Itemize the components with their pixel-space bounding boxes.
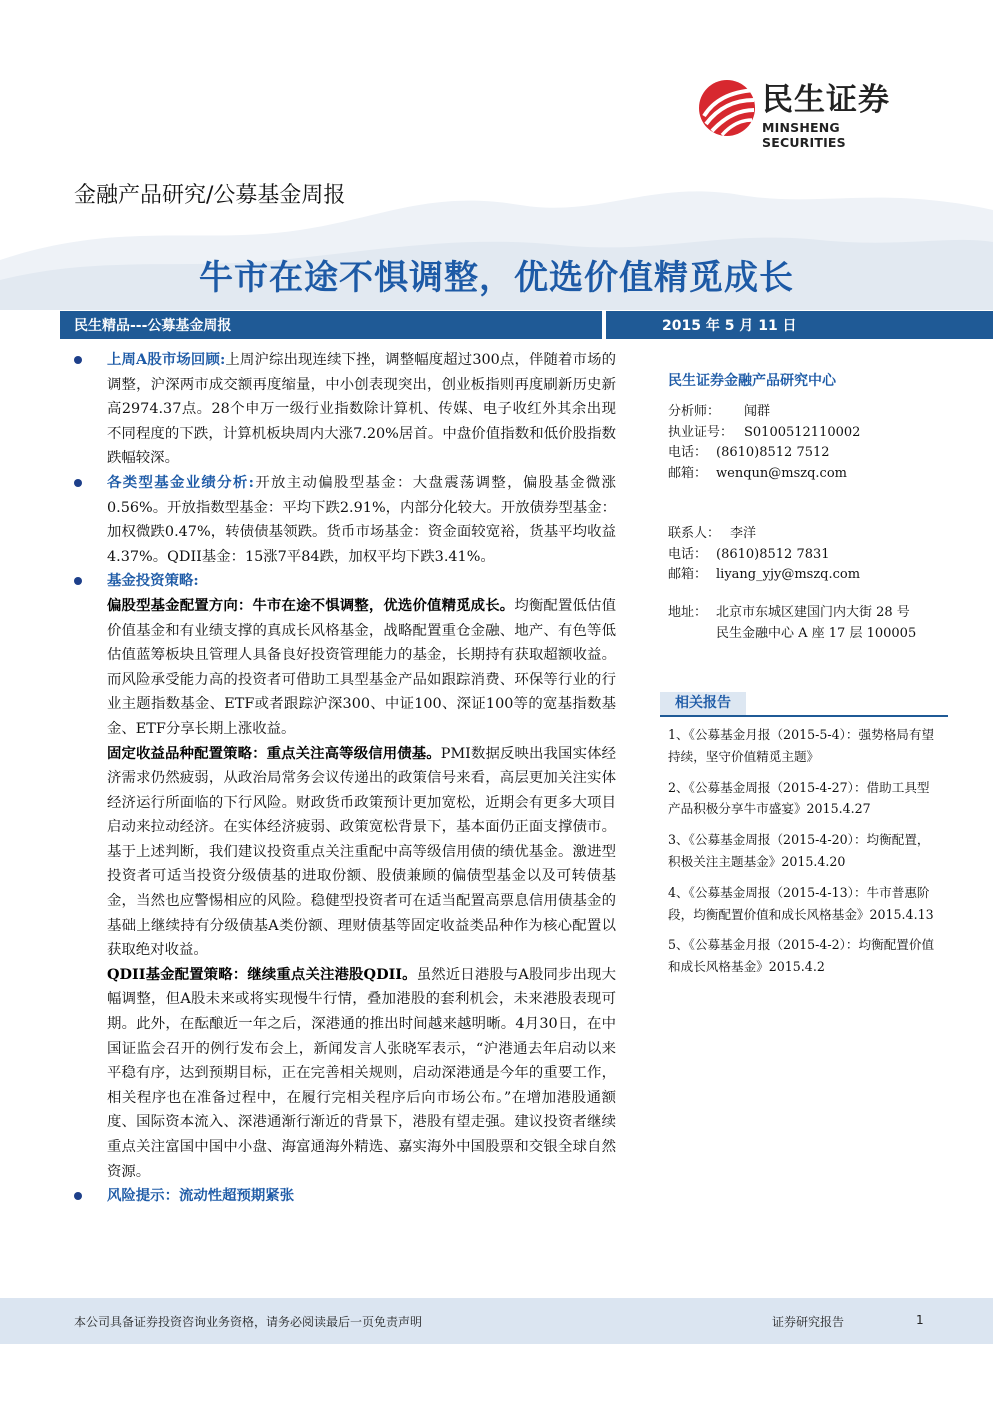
paragraph-lead: 偏股型基金配置方向：牛市在途不惧调整，优选价值精觅成长。 bbox=[107, 596, 515, 614]
related-reports-title: 相关报告 bbox=[660, 692, 746, 715]
section-label: 上周A股市场回顾: bbox=[107, 351, 226, 368]
field-label: 执业证号： bbox=[668, 424, 734, 440]
email-row bbox=[668, 464, 948, 485]
report-category: 金融产品研究/公募基金周报 bbox=[74, 183, 346, 208]
section-text: 开放主动偏股型基金：大盘震荡调整，偏股基金微涨0.56%。开放指数型基金：平均下跌2.91%，内部分化较大。开放债券型基金：加权微跌0.47%，转债债基领跌。货币市场基金：资金面较宽裕，货基平均收益4.37%。QDII基金：15涨7平84跌，加权平均下跌3.41%。 bbox=[107, 474, 616, 565]
analyst-phone: (8610)8512 7512 bbox=[716, 445, 830, 460]
disclaimer-note: 本公司具备证券投资咨询业务资格，请务必阅读最后一页免责声明 bbox=[74, 1315, 423, 1329]
section-label: 各类型基金业绩分析: bbox=[107, 473, 254, 491]
related-report-item[interactable]: 2、《公募基金周报（2015-4-27）：借助工具型产品积极分享牛市盛宴》2015.4.27 bbox=[668, 779, 930, 817]
section-text: 上周沪综出现连续下挫，调整幅度超过300点，伴随着市场的调整，沪深两市成交额再度缩量，中小创表现突出，创业板指则再度刷新历史新高2974.37点。28个申万一级行业指数除计算机、传媒、电子收红外其余出现不同程度的下跌，计算机板块周内大涨7.20%居首。中盘价值指数和低价股指数跌幅较深。 bbox=[107, 352, 616, 467]
minsheng-logo-icon bbox=[696, 78, 758, 138]
paragraph-text: 均衡配置低估值价值基金和有业绩支撑的真成长风格基金，战略配置重仓金融、地产、有色等低估值蓝筹板块且管理人具备良好投资管理能力的基金，长期持有获取超额收益。而风险承受能力高的投资者可借助工具型基金产品如跟踪消费、环保等行业的行业主题指数基金、ETF或者跟踪沪深300、中证100、深证100等的宽基指数基金、ETF分享长期上涨收益。 bbox=[107, 597, 616, 737]
market-review-section bbox=[74, 348, 616, 471]
paragraph-lead: QDII基金配置策略：继续重点关注港股QDII。 bbox=[107, 965, 417, 983]
series-name: 民生精品---公募基金周报 bbox=[74, 318, 232, 334]
contact-phone-row bbox=[668, 545, 948, 566]
page-number: 1 bbox=[916, 1313, 924, 1327]
report-date: 2015 年 5 月 11 日 bbox=[662, 318, 797, 334]
strategy-section bbox=[74, 569, 616, 594]
series-band bbox=[60, 311, 993, 339]
logo-name-cn: 民生证券 bbox=[762, 82, 890, 118]
field-label: 邮箱： bbox=[668, 465, 708, 481]
analyst-row bbox=[668, 402, 948, 423]
license-row bbox=[668, 423, 948, 444]
phone-row bbox=[668, 443, 948, 464]
paragraph-lead: 固定收益品种配置策略：重点关注高等级信用债基。 bbox=[107, 744, 441, 762]
paragraph-text: 虽然近日港股与A股同步出现大幅调整，但A股未来或将实现慢牛行情，叠加港股的套利机会，未来港股表现可期。此外，在酝酿近一年之后，深港通的推出时间越来越明晰。4月30日，在中国证监会召开的例行发布会上，新闻发言人张晓军表示，“沪港通去年启动以来平稳有序，达到预期目标，正在完善相关规则，启动深港通是今年的重要工作，相关程序也在准备过程中，在履行完相关程序后向市场公布。”在增加港股通额度、国际资本流入、深港通渐行渐近的背景下，港股有望走强。建议投资者继续重点关注富国中国中小盘、海富通海外精选、嘉实海外中国股票和交银全球自然资源。 bbox=[107, 966, 616, 1180]
related-reports-list bbox=[668, 724, 942, 987]
bullet-icon bbox=[74, 356, 82, 364]
bullet-icon bbox=[74, 1192, 82, 1200]
report-title: 牛市在途不惧调整，优选价值精觅成长 bbox=[199, 258, 794, 298]
related-report-item[interactable]: 5、《公募基金月报（2015-4-2）：均衡配置价值和成长风格基金》2015.4.2 bbox=[668, 937, 935, 975]
section-label: 风险提示：流动性超预期紧张 bbox=[107, 1187, 295, 1205]
license-number: S0100512110002 bbox=[744, 424, 861, 440]
contact-email[interactable]: liyang_yjy@mszq.com bbox=[716, 567, 861, 582]
performance-section bbox=[74, 471, 616, 569]
risk-section bbox=[74, 1184, 616, 1209]
related-report-item[interactable]: 4、《公募基金周报（2015-4-13）：牛市普惠阶段，均衡配置价值和成长风格基金》2015.4.13 bbox=[668, 884, 934, 922]
related-report-item[interactable]: 3、《公募基金周报（2015-4-20）：均衡配置，积极关注主题基金》2015.4.20 bbox=[668, 832, 930, 869]
field-label: 分析师： bbox=[668, 404, 721, 419]
bullet-icon bbox=[74, 479, 82, 487]
related-reports-header bbox=[660, 692, 948, 716]
field-label: 电话： bbox=[668, 445, 708, 460]
address-line-1: 北京市东城区建国门内大街 28 号 bbox=[716, 604, 910, 620]
paragraph-text: PMI数据反映出我国实体经济需求仍然疲弱，从政治局常务会议传递出的政策信号来看，高层更加关注实体经济运行所面临的下行风险。财政货币政策预计更加宽松，近期会有更多大项目启动来拉动经济。在实体经济疲弱、政策宽松背景下，基本面仍正面支撑债市。基于上述判断，我们建议投资重点关注重配中高等级信用债的绩优基金。激进型投资者可适当投资分级债基的进取份额、股债兼顾的偏债型基金以及可转债基金，当然也应警惕相应的风险。稳健型投资者可在适当配置高票息信用债基金的基础上继续持有分级债基A类份额、理财债基等固定收益类品种作为核心配置以获取绝对收益。 bbox=[107, 745, 616, 959]
analyst-info bbox=[668, 370, 948, 645]
research-center-name: 民生证券金融产品研究中心 bbox=[668, 373, 836, 389]
contact-name: 李洋 bbox=[730, 526, 757, 541]
company-logo bbox=[696, 78, 926, 150]
field-label: 联系人： bbox=[668, 526, 721, 541]
qdii-strategy-paragraph bbox=[74, 963, 616, 1184]
analyst-email[interactable]: wenqun@mszq.com bbox=[716, 465, 847, 481]
bullet-icon bbox=[74, 577, 82, 585]
equity-strategy-paragraph bbox=[74, 594, 616, 742]
field-label: 邮箱： bbox=[668, 567, 708, 582]
report-type: 证券研究报告 bbox=[772, 1315, 845, 1329]
contact-phone: (8610)8512 7831 bbox=[716, 546, 830, 562]
page-footer bbox=[0, 1298, 993, 1344]
logo-name-en: MINSHENG SECURITIES bbox=[762, 120, 846, 150]
summary-column bbox=[74, 348, 616, 1209]
related-report-item[interactable]: 1、《公募基金月报（2015-5-4）：强势格局有望持续，坚守价值精觅主题》 bbox=[668, 727, 935, 764]
fixed-income-strategy-paragraph bbox=[74, 742, 616, 963]
contact-row bbox=[668, 524, 948, 545]
analyst-name: 闻群 bbox=[744, 404, 771, 419]
address-row bbox=[668, 602, 948, 645]
section-label: 基金投资策略: bbox=[107, 572, 199, 590]
field-label: 电话： bbox=[668, 546, 708, 562]
contact-email-row bbox=[668, 565, 948, 586]
address-line-2: 民生金融中心 A 座 17 层 100005 bbox=[716, 626, 917, 641]
field-label: 地址： bbox=[668, 604, 708, 620]
